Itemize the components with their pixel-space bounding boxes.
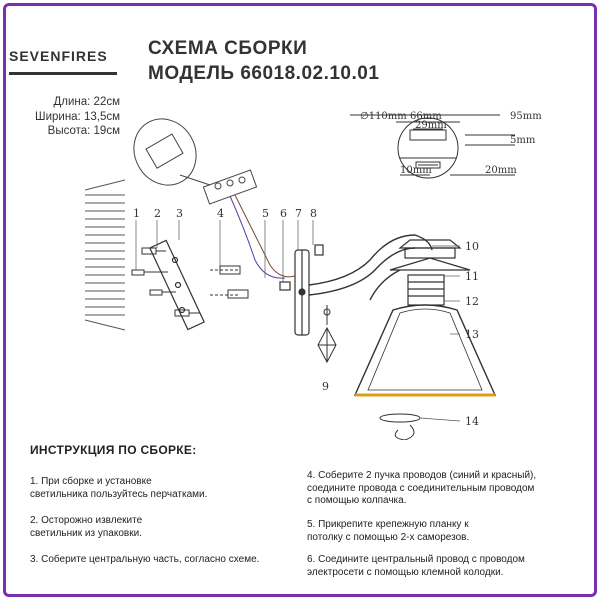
- spec-length: Длина: 22см: [53, 96, 120, 108]
- part-label-1: 1: [133, 207, 140, 220]
- part-label-2: 2: [154, 207, 161, 220]
- dim-10: 10mm: [400, 165, 432, 176]
- logo-underline: [9, 72, 117, 75]
- title-line-2: МОДЕЛЬ 66018.02.10.01: [148, 63, 380, 84]
- spec-width: Ширина: 13,5см: [35, 110, 120, 123]
- crystal-pendant: [318, 305, 336, 362]
- instructions-title: ИНСТРУКЦИЯ ПО СБОРКЕ:: [30, 443, 197, 457]
- dim-29: 29mm: [415, 120, 447, 131]
- wall-canopy: [280, 245, 323, 335]
- step-5-line-2: потолку с помощью 2-х саморезов.: [307, 531, 470, 543]
- step-4-line-2: соедините провода с соединительным проводом: [307, 482, 535, 494]
- step-1-line-1: 1. При сборке и установке: [30, 476, 152, 487]
- step-4-line-1: 4. Соберите 2 пучка проводов (синий и красный),: [307, 470, 537, 481]
- part-label-14: 14: [465, 415, 479, 428]
- step-6-line-2: электросети с помощью клемной колодки.: [307, 566, 504, 578]
- part-label-13: 13: [465, 328, 479, 341]
- instruction-step-4: [307, 470, 536, 508]
- brand-name: SEVENFIRES: [9, 48, 108, 64]
- part-label-3: 3: [176, 207, 183, 220]
- dim-diameter: ∅110mm: [360, 111, 407, 122]
- part-label-4: 4: [217, 207, 224, 220]
- part-label-7: 7: [295, 207, 302, 220]
- part-label-8: 8: [310, 207, 317, 220]
- lamp-arm: [309, 235, 432, 300]
- screws: [132, 248, 248, 316]
- dimension-labels: [360, 111, 542, 176]
- step-1-line-2: светильника пользуйтесь перчатками.: [30, 488, 208, 500]
- part-label-9: 9: [322, 380, 329, 393]
- instruction-step-1: [30, 476, 207, 501]
- dim-66: 66mm: [410, 111, 442, 122]
- instruction-step-2: [30, 515, 142, 540]
- assembly-diagram: [70, 100, 580, 440]
- instruction-step-6: [307, 554, 525, 579]
- step-5-line-1: 5. Прикрепите крепежную планку к: [307, 519, 469, 530]
- part-label-5: 5: [262, 207, 269, 220]
- terminal-block-inset: [122, 108, 295, 279]
- page-title: [148, 36, 379, 86]
- lamp-shade: [355, 305, 495, 395]
- instruction-step-5: [307, 519, 469, 544]
- step-6-line-1: 6. Соедините центральный провод с проводом: [307, 554, 525, 565]
- decor-ring: [380, 414, 420, 440]
- brand-logo: [9, 48, 117, 75]
- spec-height: Высота: 19см: [47, 125, 120, 137]
- dim-5: 5mm: [510, 135, 536, 146]
- part-label-12: 12: [465, 295, 479, 308]
- step-4-line-3: с помощью колпачка.: [307, 495, 407, 506]
- wall-hatching: [85, 180, 125, 330]
- step-2-line-2: светильник из упаковки.: [30, 527, 142, 539]
- part-label-10: 10: [465, 240, 479, 253]
- step-3-line-1: 3. Соберите центральную часть, согласно схеме.: [30, 554, 260, 565]
- step-2-line-1: 2. Осторожно извлеките: [30, 515, 143, 526]
- part-label-6: 6: [280, 207, 287, 220]
- dim-20: 20mm: [485, 165, 517, 176]
- instruction-step-3: [30, 554, 259, 567]
- part-label-11: 11: [465, 270, 479, 283]
- dim-95: 95mm: [510, 111, 542, 122]
- title-line-1: СХЕМА СБОРКИ: [148, 38, 308, 59]
